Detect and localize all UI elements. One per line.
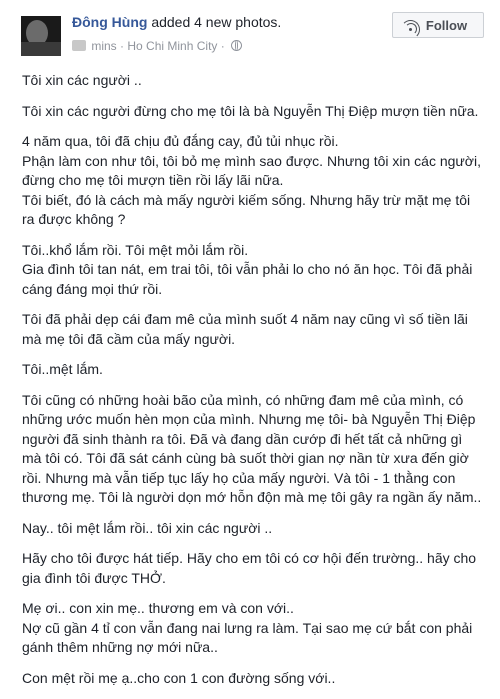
post-line: những ước muốn hèn mọn của mình. Nhưng mẹ tôi- bà Nguyễn Thị Điệp	[22, 411, 476, 427]
post-line: đừng cho mẹ tôi mượn tiền rồi lấy lãi nữa.	[22, 172, 284, 188]
post-line: Nợ cũ gần 4 tỉ con vẫn đang nai lưng ra làm. Tại sao mẹ cứ bắt con phải	[22, 619, 473, 636]
post-line: 4 năm qua, tôi đã chịu đủ đắng cay, đủ tủi nhục rồi.	[22, 133, 339, 149]
post-paragraph	[22, 549, 492, 588]
post-body	[22, 71, 492, 699]
post-location[interactable]: Ho Chi Minh City	[127, 39, 218, 53]
post-action-text: added 4 new photos.	[151, 14, 282, 30]
post-line: Tôi..mệt lắm.	[22, 361, 103, 377]
post-paragraph	[22, 102, 492, 122]
post-line: Tôi đã phải dẹp cái đam mê của mình suốt 4 năm nay cũng vì số tiền lãi	[22, 311, 468, 327]
post-line: Mẹ ơi.. con xin mẹ.. thương em và con với..	[22, 600, 294, 616]
post-line: rồi. Nhưng mà vẫn tiếp tục lấy họ của mấy người. Và tôi - 1 thằng con	[22, 469, 456, 486]
post-paragraph	[22, 360, 492, 380]
post-timestamp[interactable]: mins	[91, 39, 117, 53]
post-line: Hãy cho tôi được hát tiếp. Hãy cho em tôi có cơ hội đến trường.. hãy cho	[22, 550, 477, 566]
post-line: mà mẹ tôi đã cầm của mấy người.	[22, 330, 236, 347]
post-title-line	[72, 14, 281, 30]
post-paragraph	[22, 599, 492, 658]
post-line: người đã sinh thành ra tôi. Đã và đang dần cướp đi hết tất cả những gì	[22, 430, 463, 447]
avatar-body	[21, 42, 61, 56]
post-line: Gia đình tôi tan nát, em trai tôi, tôi vẫn phải lo cho nó ăn học. Tôi đã phải	[22, 261, 473, 277]
post-paragraph	[22, 669, 492, 689]
follow-button[interactable]	[392, 12, 484, 38]
post-paragraph	[22, 132, 492, 230]
post-paragraph	[22, 519, 492, 539]
post-line: Tôi cũng có những hoài bão của mình, có những đam mê của mình, có	[22, 391, 464, 408]
meta-separator-2: ·	[220, 39, 225, 53]
post-line: Phận làm con như tôi, tôi bỏ mẹ mình sao được. Nhưng tôi xin các người,	[22, 152, 481, 169]
post-line: Con mệt rồi mẹ ạ..cho con 1 con đường sống với..	[22, 669, 336, 686]
post-paragraph	[22, 241, 492, 300]
avatar[interactable]	[21, 16, 61, 56]
follow-label: Follow	[425, 17, 468, 33]
post-paragraph	[22, 71, 492, 91]
post-line: ra được không ?	[22, 211, 126, 227]
post-line: mà tôi có. Tôi đã sát cánh cùng bà suốt thời gian nợ nần từ xưa đến giờ	[22, 450, 469, 466]
post-line: gia đình tôi được THỞ.	[22, 569, 166, 586]
post-paragraph	[22, 310, 492, 349]
post-line: Nay.. tôi mệt lắm rồi.. tôi xin các người ..	[22, 519, 273, 536]
author-name-link[interactable]: Đông Hùng	[72, 14, 148, 30]
post-line: Tôi..khổ lắm rồi. Tôi mệt mỏi lắm rồi.	[22, 241, 249, 258]
post-header	[0, 0, 500, 62]
post-line: gánh thêm những nợ mới nữa..	[22, 639, 218, 655]
globe-icon[interactable]	[231, 40, 242, 51]
post-paragraph	[22, 391, 492, 508]
post-meta	[72, 39, 242, 53]
post-line: thương mẹ. Tôi là người dọn mớ hỗn độn mà mẹ tôi gây ra ngần ấy năm..	[22, 489, 482, 505]
post-line: Tôi xin các người ..	[22, 72, 142, 88]
post-line: Tôi biết, đó là cách mà mấy người kiếm sống. Nhưng hãy trừ mặt mẹ tôi	[22, 191, 471, 208]
rss-icon	[409, 20, 420, 31]
post-line: Tôi xin các người đừng cho mẹ tôi là bà Nguyễn Thị Điệp mượn tiền nữa.	[22, 102, 479, 119]
meta-separator: ·	[120, 39, 125, 53]
post-line: cáng đáng mọi thứ rồi.	[22, 280, 163, 297]
blurred-time-value	[72, 40, 86, 51]
